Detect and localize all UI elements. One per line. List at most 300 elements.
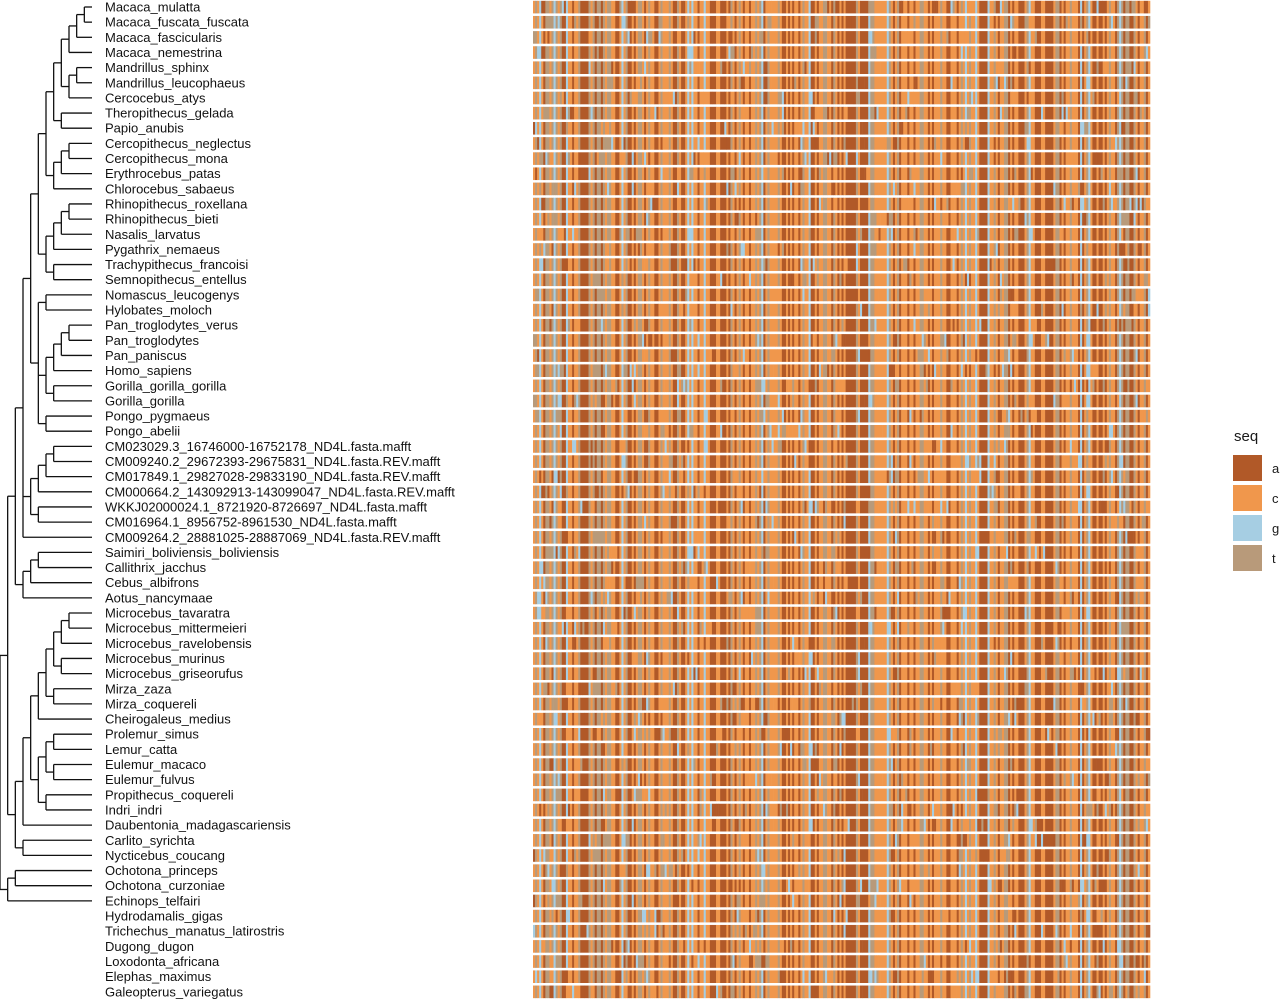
alignment-cell	[1148, 243, 1150, 256]
alignment-cell	[628, 1, 632, 14]
alignment-cell	[944, 61, 946, 74]
alignment-cell	[593, 198, 595, 211]
alignment-cell	[650, 319, 652, 332]
alignment-cell	[535, 213, 537, 226]
alignment-cell	[1092, 289, 1096, 302]
alignment-cell	[998, 213, 1000, 226]
alignment-cell	[741, 107, 743, 120]
alignment-cell	[1086, 243, 1088, 256]
alignment-cell	[866, 167, 868, 180]
alignment-cell	[632, 183, 634, 196]
alignment-cell	[963, 152, 965, 165]
alignment-cell	[899, 243, 901, 256]
alignment-cell	[1138, 213, 1140, 226]
alignment-cell	[868, 46, 870, 59]
alignment-cell	[920, 167, 924, 180]
alignment-cell	[819, 77, 823, 90]
alignment-cell	[815, 137, 819, 150]
alignment-cell	[1117, 258, 1119, 271]
alignment-cell	[864, 167, 866, 180]
alignment-cell	[644, 289, 646, 302]
alignment-cell	[1029, 167, 1031, 180]
alignment-cell	[685, 1, 687, 14]
alignment-cell	[1119, 16, 1121, 29]
alignment-cell	[920, 274, 924, 287]
alignment-cell	[811, 107, 813, 120]
alignment-cell	[1027, 228, 1029, 241]
alignment-cell	[621, 289, 623, 302]
alignment-cell	[895, 213, 897, 226]
alignment-cell	[827, 107, 829, 120]
alignment-cell	[804, 167, 808, 180]
alignment-cell	[930, 46, 932, 59]
alignment-cell	[574, 289, 578, 302]
alignment-cell	[860, 61, 869, 74]
alignment-cell	[541, 183, 543, 196]
alignment-cell	[685, 228, 687, 241]
alignment-cell	[593, 183, 595, 196]
alignment-cell	[1070, 274, 1072, 287]
alignment-cell	[934, 289, 940, 302]
alignment-cell	[844, 46, 846, 59]
alignment-cell	[698, 258, 700, 271]
alignment-cell	[716, 274, 718, 287]
alignment-cell	[907, 122, 909, 135]
alignment-cell	[903, 183, 907, 196]
alignment-cell	[889, 16, 891, 29]
alignment-cell	[833, 46, 835, 59]
alignment-cell	[537, 289, 539, 302]
alignment-cell	[704, 198, 706, 211]
alignment-cell	[990, 289, 994, 302]
alignment-cell	[539, 92, 541, 105]
alignment-cell	[1074, 198, 1078, 211]
alignment-cell	[615, 31, 619, 44]
alignment-cell	[996, 167, 998, 180]
alignment-cell	[837, 213, 839, 226]
alignment-cell	[687, 46, 689, 59]
alignment-cell	[556, 77, 558, 90]
alignment-cell	[597, 46, 599, 59]
alignment-cell	[1148, 167, 1150, 180]
alignment-cell	[759, 122, 761, 135]
alignment-cell	[1018, 61, 1024, 74]
alignment-cell	[737, 243, 739, 256]
alignment-cell	[1092, 1, 1096, 14]
alignment-cell	[552, 77, 554, 90]
alignment-cell	[963, 304, 965, 317]
alignment-cell	[552, 213, 554, 226]
alignment-cell	[689, 16, 691, 29]
alignment-cell	[800, 167, 802, 180]
alignment-cell	[901, 274, 907, 287]
alignment-cell	[568, 152, 570, 165]
alignment-cell	[706, 213, 710, 226]
alignment-cell	[996, 61, 998, 74]
alignment-cell	[549, 304, 551, 317]
alignment-cell	[1125, 77, 1127, 90]
alignment-cell	[835, 183, 837, 196]
alignment-cell	[1049, 228, 1053, 241]
alignment-cell	[837, 137, 839, 150]
alignment-cell	[1117, 61, 1119, 74]
alignment-cell	[1092, 304, 1096, 317]
alignment-cell	[827, 304, 831, 317]
alignment-cell	[663, 258, 669, 271]
alignment-cell	[726, 107, 728, 120]
alignment-cell	[539, 289, 541, 302]
alignment-cell	[913, 274, 915, 287]
alignment-cell	[893, 31, 895, 44]
alignment-cell	[568, 304, 570, 317]
tip-label: Aotus_nancymaae	[105, 590, 213, 606]
alignment-cell	[1014, 137, 1018, 150]
alignment-cell	[860, 213, 869, 226]
alignment-cell	[996, 319, 998, 332]
alignment-cell	[1072, 243, 1076, 256]
alignment-cell	[669, 198, 671, 211]
alignment-cell	[545, 16, 549, 29]
alignment-cell	[1035, 152, 1041, 165]
alignment-cell	[979, 77, 988, 90]
alignment-cell	[737, 213, 739, 226]
alignment-cell	[846, 319, 857, 332]
alignment-cell	[595, 228, 597, 241]
alignment-cell	[1041, 46, 1045, 59]
alignment-cell	[751, 167, 755, 180]
alignment-cell	[1010, 61, 1012, 74]
alignment-cell	[1092, 274, 1096, 287]
alignment-cell	[591, 137, 593, 150]
alignment-cell	[1140, 167, 1144, 180]
alignment-cell	[794, 16, 798, 29]
alignment-cell	[1025, 304, 1027, 317]
alignment-cell	[1086, 274, 1088, 287]
alignment-cell	[1099, 122, 1103, 135]
alignment-cell	[607, 243, 609, 256]
alignment-cell	[786, 274, 788, 287]
alignment-cell	[835, 213, 837, 226]
alignment-cell	[790, 183, 792, 196]
alignment-cell	[1080, 289, 1082, 302]
alignment-cell	[870, 137, 874, 150]
alignment-cell	[893, 77, 895, 90]
alignment-cell	[778, 77, 780, 90]
alignment-cell	[796, 289, 798, 302]
alignment-cell	[716, 107, 720, 120]
alignment-cell	[1109, 167, 1111, 180]
alignment-cell	[831, 167, 833, 180]
alignment-cell	[815, 31, 817, 44]
alignment-cell	[839, 61, 841, 74]
alignment-cell	[1144, 92, 1146, 105]
alignment-cell	[790, 122, 792, 135]
alignment-cell	[1144, 198, 1146, 211]
alignment-cell	[541, 1, 545, 14]
alignment-cell	[868, 258, 870, 271]
alignment-cell	[1090, 304, 1092, 317]
alignment-cell	[537, 228, 539, 241]
alignment-cell	[913, 258, 915, 271]
alignment-cell	[1012, 77, 1014, 90]
alignment-cell	[1025, 1, 1027, 14]
alignment-cell	[811, 183, 815, 196]
alignment-cell	[726, 16, 728, 29]
alignment-cell	[809, 46, 811, 59]
alignment-cell	[988, 304, 990, 317]
alignment-cell	[720, 92, 724, 105]
alignment-cell	[695, 152, 697, 165]
alignment-cell	[1092, 167, 1096, 180]
alignment-cell	[669, 122, 671, 135]
alignment-cell	[889, 107, 891, 120]
alignment-cell	[541, 304, 543, 317]
alignment-cell	[1119, 167, 1123, 180]
alignment-cell	[765, 228, 767, 241]
alignment-cell	[1129, 289, 1131, 302]
alignment-cell	[996, 228, 998, 241]
alignment-cell	[737, 137, 739, 150]
alignment-cell	[1016, 228, 1018, 241]
alignment-cell	[827, 289, 831, 302]
alignment-cell	[959, 46, 961, 59]
alignment-cell	[650, 304, 654, 317]
alignment-cell	[1107, 137, 1109, 150]
alignment-cell	[899, 137, 901, 150]
alignment-cell	[572, 137, 574, 150]
alignment-cell	[718, 16, 720, 29]
alignment-cell	[611, 77, 613, 90]
alignment-cell	[710, 137, 716, 150]
alignment-cell	[786, 61, 788, 74]
alignment-cell	[539, 213, 541, 226]
alignment-cell	[710, 289, 716, 302]
alignment-cell	[1105, 198, 1107, 211]
alignment-cell	[990, 107, 994, 120]
alignment-cell	[644, 61, 646, 74]
alignment-cell	[959, 31, 961, 44]
alignment-cell	[706, 167, 708, 180]
alignment-cell	[1070, 77, 1072, 90]
alignment-cell	[741, 46, 743, 59]
alignment-cell	[868, 1, 874, 14]
alignment-cell	[1136, 183, 1138, 196]
alignment-cell	[597, 61, 599, 74]
alignment-cell	[770, 31, 776, 44]
alignment-cell	[693, 31, 695, 44]
alignment-cell	[679, 61, 681, 74]
alignment-cell	[953, 77, 957, 90]
alignment-cell	[735, 77, 737, 90]
alignment-cell	[574, 92, 578, 105]
alignment-cell	[1053, 228, 1055, 241]
alignment-cell	[739, 46, 741, 59]
alignment-cell	[679, 16, 681, 29]
alignment-cell	[545, 46, 549, 59]
alignment-cell	[1078, 258, 1080, 271]
alignment-cell	[658, 77, 660, 90]
alignment-cell	[930, 92, 932, 105]
alignment-cell	[749, 228, 751, 241]
alignment-cell	[595, 198, 597, 211]
alignment-cell	[1123, 167, 1125, 180]
tip-label: Macaca_fascicularis	[105, 29, 223, 45]
alignment-cell	[677, 16, 679, 29]
alignment-cell	[1076, 243, 1078, 256]
alignment-cell	[1136, 61, 1138, 74]
alignment-cell	[603, 16, 605, 29]
alignment-cell	[675, 92, 677, 105]
alignment-cell	[1066, 167, 1070, 180]
alignment-cell	[611, 304, 615, 317]
alignment-cell	[837, 258, 839, 271]
alignment-cell	[681, 258, 685, 271]
alignment-cell	[634, 289, 636, 302]
alignment-cell	[761, 92, 763, 105]
alignment-cell	[870, 46, 874, 59]
alignment-cell	[743, 92, 745, 105]
alignment-cell	[599, 61, 601, 74]
alignment-cell	[800, 198, 802, 211]
alignment-cell	[901, 198, 907, 211]
alignment-cell	[554, 213, 558, 226]
alignment-cell	[626, 213, 628, 226]
alignment-cell	[556, 152, 558, 165]
alignment-cell	[539, 228, 543, 241]
alignment-cell	[916, 228, 918, 241]
alignment-cell	[652, 319, 654, 332]
alignment-cell	[728, 1, 730, 14]
alignment-cell	[996, 243, 998, 256]
alignment-cell	[743, 107, 749, 120]
alignment-cell	[844, 167, 846, 180]
alignment-cell	[942, 77, 944, 90]
alignment-cell	[1109, 77, 1111, 90]
alignment-cell	[932, 1, 934, 14]
alignment-cell	[539, 319, 541, 332]
alignment-cell	[1105, 213, 1107, 226]
alignment-cell	[899, 304, 901, 317]
alignment-cell	[1064, 304, 1066, 317]
alignment-cell	[844, 304, 846, 317]
alignment-cell	[537, 304, 539, 317]
alignment-cell	[788, 77, 790, 90]
alignment-cell	[856, 77, 858, 90]
alignment-cell	[942, 152, 946, 165]
alignment-cell	[1117, 137, 1119, 150]
alignment-cell	[710, 107, 716, 120]
alignment-cell	[580, 46, 582, 59]
alignment-cell	[1119, 258, 1121, 271]
alignment-cell	[560, 213, 562, 226]
alignment-cell	[780, 31, 782, 44]
alignment-cell	[574, 198, 578, 211]
alignment-cell	[572, 31, 574, 44]
alignment-cell	[644, 92, 646, 105]
alignment-cell	[601, 243, 603, 256]
alignment-cell	[1012, 16, 1014, 29]
alignment-cell	[658, 137, 660, 150]
alignment-cell	[792, 243, 794, 256]
alignment-cell	[969, 137, 971, 150]
alignment-cell	[685, 107, 687, 120]
alignment-cell	[893, 258, 895, 271]
alignment-cell	[837, 152, 839, 165]
alignment-cell	[804, 213, 808, 226]
alignment-cell	[591, 77, 593, 90]
alignment-cell	[634, 31, 636, 44]
alignment-cell	[1078, 183, 1080, 196]
alignment-cell	[679, 319, 681, 332]
alignment-cell	[671, 152, 673, 165]
alignment-cell	[913, 122, 915, 135]
alignment-cell	[562, 137, 566, 150]
alignment-cell	[901, 61, 907, 74]
alignment-cell	[1060, 198, 1062, 211]
alignment-cell	[595, 319, 597, 332]
alignment-cell	[615, 77, 619, 90]
alignment-cell	[1010, 228, 1012, 241]
alignment-cell	[591, 198, 593, 211]
alignment-cell	[1094, 137, 1096, 150]
alignment-cell	[928, 258, 930, 271]
alignment-cell	[1119, 122, 1121, 135]
alignment-cell	[1053, 258, 1055, 271]
alignment-cell	[708, 198, 710, 211]
alignment-cell	[671, 122, 673, 135]
alignment-cell	[661, 274, 663, 287]
alignment-cell	[543, 167, 545, 180]
alignment-cell	[1064, 1, 1066, 14]
alignment-cell	[800, 46, 802, 59]
alignment-cell	[1025, 228, 1027, 241]
alignment-cell	[549, 77, 551, 90]
alignment-cell	[967, 243, 969, 256]
alignment-cell	[942, 319, 946, 332]
alignment-cell	[689, 1, 691, 14]
alignment-cell	[759, 167, 761, 180]
alignment-cell	[642, 92, 644, 105]
alignment-cell	[1082, 258, 1084, 271]
alignment-cell	[811, 152, 815, 165]
alignment-cell	[733, 258, 735, 271]
alignment-cell	[1097, 92, 1099, 105]
alignment-cell	[1018, 243, 1024, 256]
alignment-cell	[722, 61, 726, 74]
alignment-cell	[1064, 274, 1066, 287]
alignment-cell	[846, 107, 848, 120]
alignment-cell	[815, 167, 817, 180]
alignment-cell	[893, 183, 895, 196]
alignment-cell	[858, 213, 860, 226]
alignment-cell	[800, 243, 802, 256]
alignment-cell	[770, 289, 779, 302]
alignment-cell	[621, 31, 623, 44]
alignment-cell	[1086, 107, 1088, 120]
alignment-cell	[1146, 274, 1148, 287]
alignment-cell	[706, 77, 710, 90]
alignment-cell	[704, 152, 710, 165]
alignment-cell	[1129, 213, 1131, 226]
alignment-cell	[1117, 92, 1119, 105]
alignment-cell	[1090, 274, 1092, 287]
alignment-cell	[626, 92, 628, 105]
alignment-cell	[679, 137, 681, 150]
alignment-cell	[755, 122, 757, 135]
alignment-cell	[951, 31, 957, 44]
alignment-cell	[932, 304, 934, 317]
alignment-cell	[1090, 107, 1092, 120]
